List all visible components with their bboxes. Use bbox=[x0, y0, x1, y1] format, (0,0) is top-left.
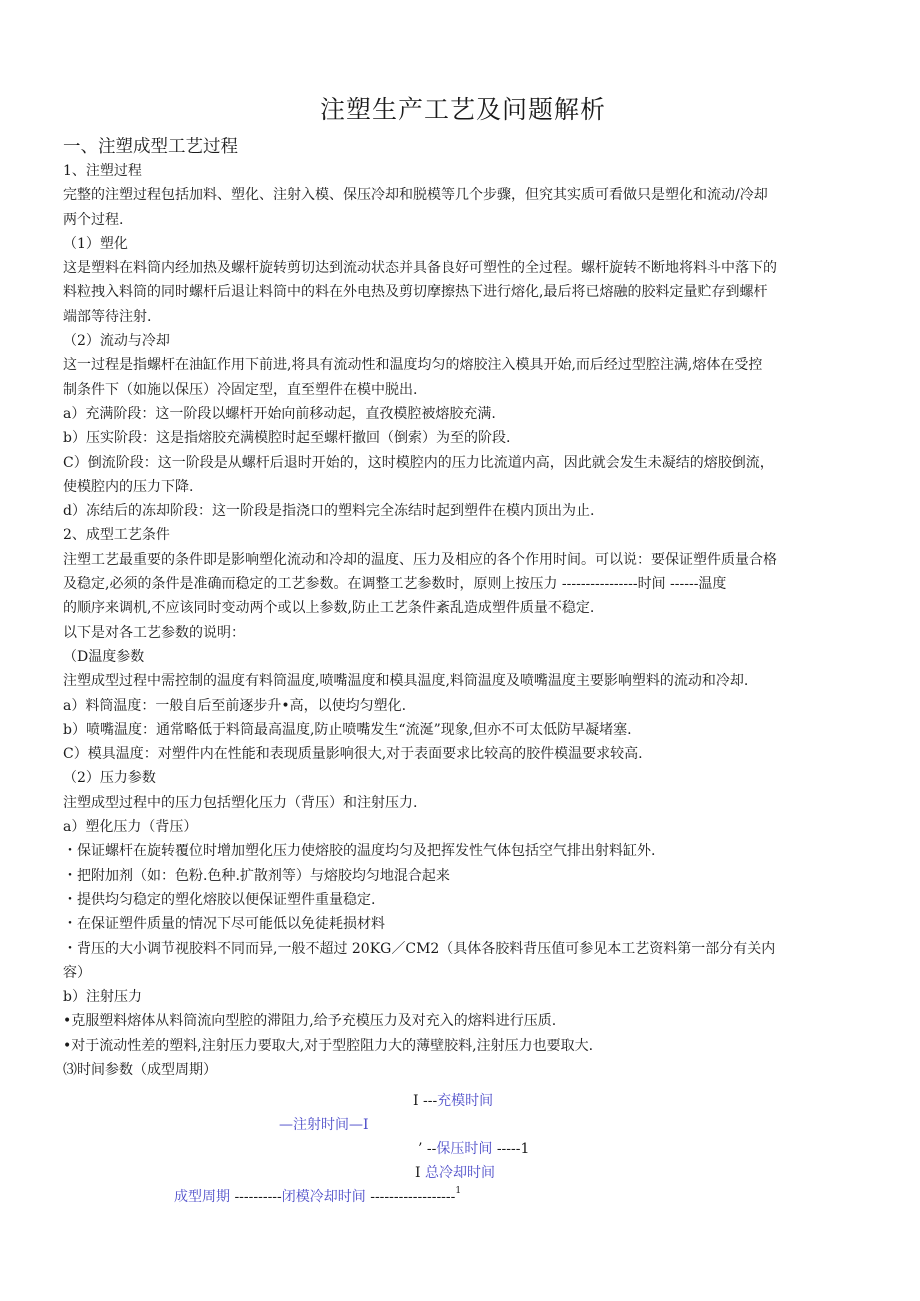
text-line: ・背压的大小调节视胶料不同而异,一般不超过 20KG／CM2（具体各胶料背压值可参见本工艺资料第一部分有关内 bbox=[63, 940, 776, 957]
text-line: d）冻结后的冻却阶段：这一阶段是指浇口的塑料完全冻结时起到塑件在模内顶出为止. bbox=[63, 503, 595, 520]
text-line: •对于流动性差的塑料,注射压力要取大,对于型腔阻力大的薄壁胶料,注射压力也要取大. bbox=[63, 1037, 594, 1054]
text-line: •克服塑料熔体从料筒流向型腔的滞阻力,给予充模压力及对充入的熔料进行压质. bbox=[63, 1013, 557, 1030]
total-cool-row: I 总冷却时间 bbox=[415, 1165, 495, 1181]
total-cool-label: 总冷却时间 bbox=[424, 1165, 495, 1181]
text-line: a）充满阶段：这一阶段以螺杆开始向前移动起，直孜模腔被熔胶充满. bbox=[63, 405, 496, 422]
text-line: 这是塑料在料筒内经加热及螺杆旋转剪切达到流动状态并具备良好可塑性的全过程。螺杆旋转不断地将料斗中落下的 bbox=[63, 260, 777, 277]
text-line: C）倒流阶段：这一阶段是从螺杆后退时开始的，这时模腔内的压力比流道内高，因此就会发生未凝结的熔胶倒流， bbox=[63, 454, 774, 471]
text-line: 完整的注塑过程包括加料、塑化、注射入模、保压冷却和脱模等几个步骤，但究其实质可看做只是塑化和流动/冷却 bbox=[63, 187, 768, 204]
text-line: ・在保证塑件质量的情况下尽可能低以免徒耗损材料 bbox=[63, 916, 385, 933]
cycle-label: 成型周期 bbox=[174, 1189, 230, 1205]
page-title: 注塑生产工艺及问题解析 bbox=[319, 95, 606, 124]
text-line: C）模具温度：对塑件内在性能和表现质量影响很大,对于表面要求比较高的胶件模温要求较高. bbox=[63, 746, 643, 763]
text-line: 两个过程. bbox=[63, 211, 124, 228]
text-line: （1）塑化 bbox=[63, 235, 128, 252]
close-cool-label: 闭模冷却时间 bbox=[281, 1189, 366, 1205]
text-line: 注塑成型过程中的压力包括塑化压力（背压）和注射压力. bbox=[63, 794, 418, 811]
text-line: 这一过程是指螺杆在油缸作用下前进,将具有流动性和温度均匀的熔胶注入模具开始,而后经过型腔注满,熔体在受控 bbox=[63, 357, 763, 374]
inject-time-label: 注射时间 bbox=[293, 1117, 349, 1133]
text-line: ・把附加剂（如：色粉.色种.扩散剂等）与熔胶均匀地混合起来 bbox=[63, 867, 450, 884]
text-line: 2、成型工艺条件 bbox=[63, 527, 170, 544]
text-line: a）塑化压力（背压） bbox=[63, 819, 198, 836]
text-line: 1、注塑过程 bbox=[63, 163, 142, 179]
fill-time-row: I ---充模时间 bbox=[413, 1093, 494, 1109]
section-heading: 一、注塑成型工艺过程 bbox=[63, 137, 238, 157]
inject-time-row: —注射时间—I bbox=[279, 1117, 369, 1133]
cycle-row: 成型周期 ----------闭模冷却时间 ------------------$^1$ bbox=[174, 1186, 462, 1205]
text-line: 的顺序来调机,不应该同时变动两个或以上参数,防止工艺条件紊乱造成塑件质量不稳定. bbox=[63, 600, 595, 617]
text-line: ⑶时间参数（成型周期） bbox=[63, 1061, 217, 1078]
text-line: （2）压力参数 bbox=[63, 770, 156, 787]
text-line: 以下是对各工艺参数的说明： bbox=[63, 624, 245, 641]
text-line: 注塑工艺最重要的条件即是影响塑化流动和冷却的温度、压力及相应的各个作用时间。可以说：要保证塑件质量合格 bbox=[63, 551, 777, 568]
text-line: 料粒拽入料筒的同时螺杆后退让料筒中的料在外电热及剪切摩擦热下进行熔化,最后将已熔融的胶料定量贮存到螺杆 bbox=[63, 284, 768, 301]
text-line: 使模腔内的压力下降. bbox=[63, 478, 194, 495]
text-line: 及稳定,必须的条件是准确而稳定的工艺参数。在调整工艺参数时，原则上按压力 ----------------时间 ------温度 bbox=[63, 576, 727, 593]
text-line: （2）流动与冷却 bbox=[63, 333, 170, 350]
fill-time-label: 充模时间 bbox=[437, 1093, 494, 1109]
text-line: 注塑成型过程中需控制的温度有料筒温度,喷嘴温度和模具温度,料筒温度及喷嘴温度主要影响塑料的流动和冷却. bbox=[63, 673, 749, 690]
text-line: a）料筒温度：一般自后至前逐步升•高，以使均匀塑化. bbox=[63, 697, 407, 714]
hold-time-label: 保压时间 bbox=[436, 1141, 493, 1157]
hold-time-row: ’ --保压时间 -----1 bbox=[418, 1141, 530, 1157]
text-line: 端部等待注射. bbox=[63, 308, 152, 325]
text-line: 容） bbox=[63, 964, 91, 981]
text-line: 制条件下（如施以保压）冷固定型，直至塑件在模中脱出. bbox=[63, 381, 418, 398]
text-line: b）注射压力 bbox=[63, 989, 142, 1006]
text-line: b）喷嘴温度：通常略低于料筒最高温度,防止喷嘴发生“流涎”现象,但亦不可太低防早凝堵塞. bbox=[63, 721, 632, 738]
body-text bbox=[63, 159, 853, 1082]
text-line: ・提供均匀稳定的塑化熔胶以便保证塑件重量稳定. bbox=[63, 891, 376, 908]
text-line: b）压实阶段：这是指熔胶充满模腔时起至螺杆撤回（倒索）为至的阶段. bbox=[63, 430, 511, 447]
text-line: ・保证螺杆在旋转覆位时增加塑化压力使熔胶的温度均匀及把挥发性气体包括空气排出射料缸外. bbox=[63, 843, 656, 860]
text-line: （D温度参数 bbox=[63, 648, 145, 665]
